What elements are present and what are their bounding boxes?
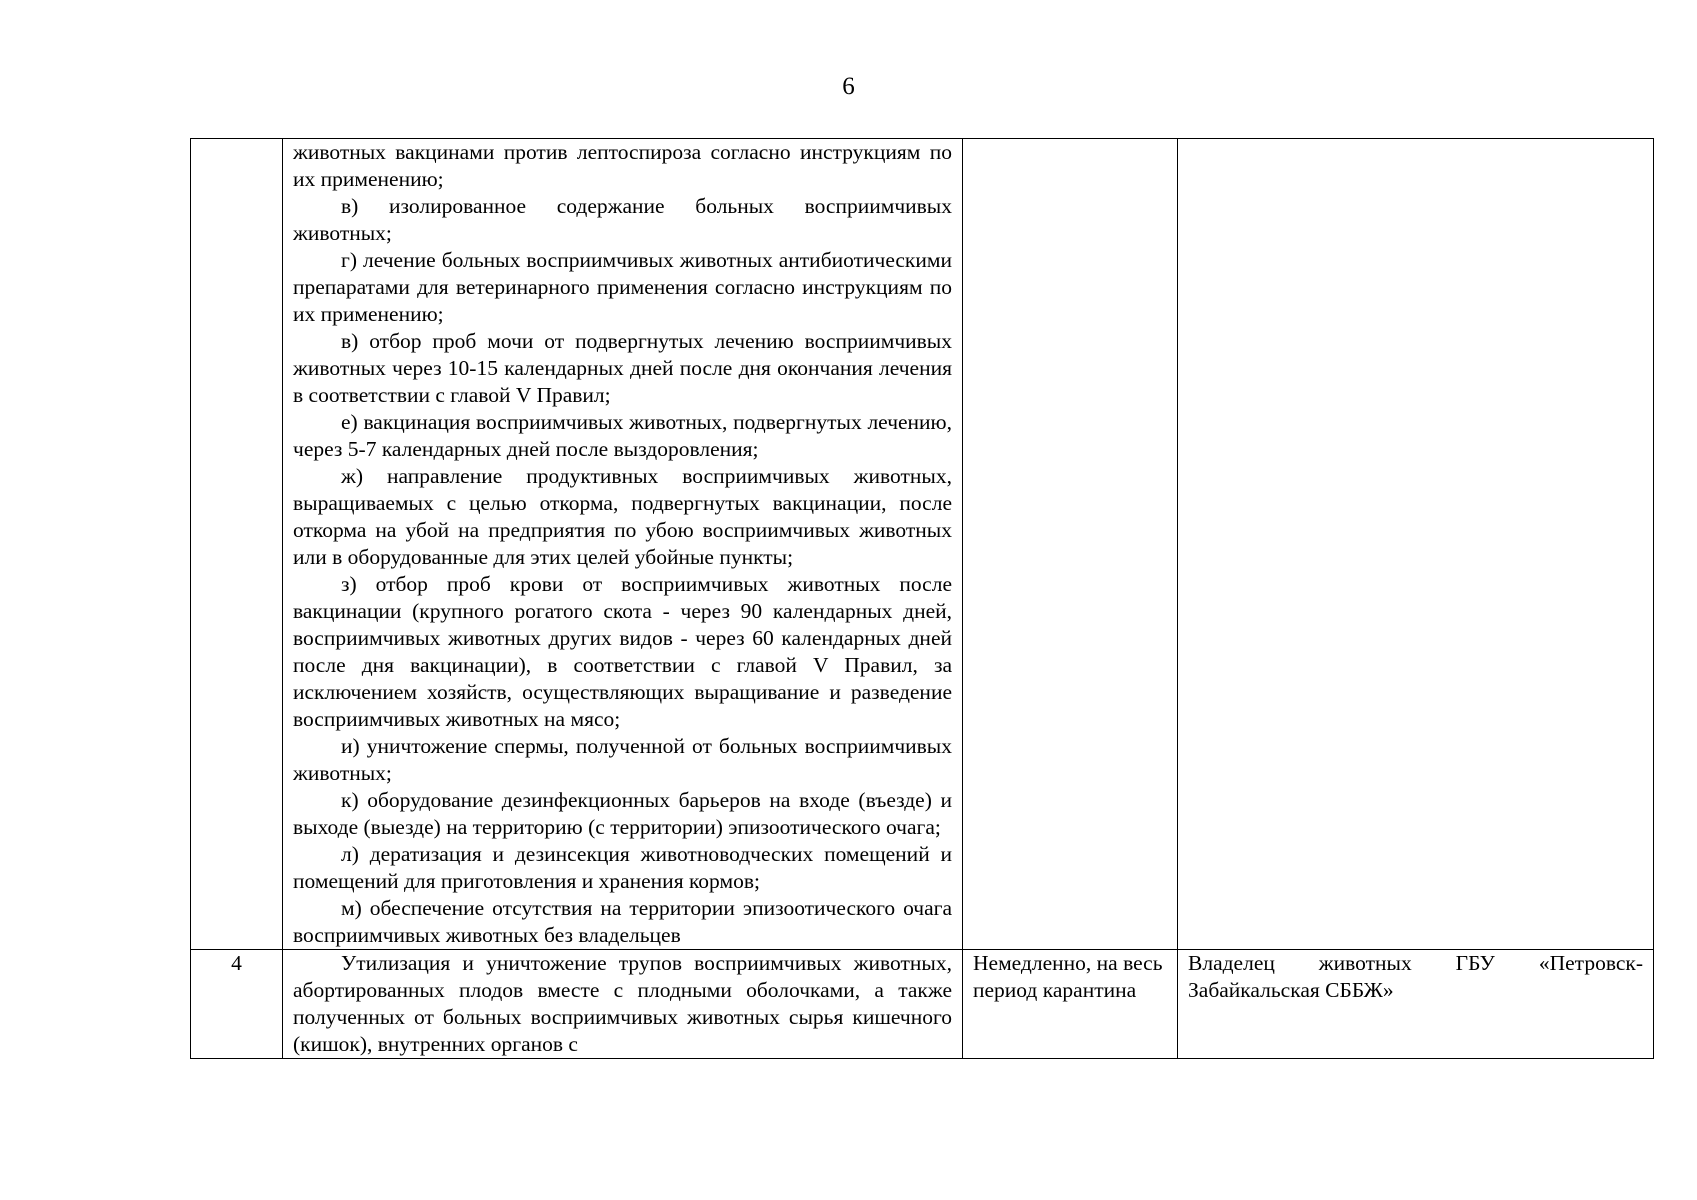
table-row bbox=[191, 139, 1654, 950]
row-number-cell: 4 bbox=[191, 950, 283, 1059]
responsible-cell: Владелец животных ГБУ «Петровск-Забайкальская СББЖ» bbox=[1178, 950, 1654, 1059]
deadline-cell bbox=[963, 139, 1178, 950]
page-number: 6 bbox=[842, 73, 855, 100]
table-row bbox=[191, 950, 1654, 1059]
measure-paragraph: з) отбор проб крови от восприимчивых животных после вакцинации (крупного рогатого скота - через 90 календарных дней, восприимчивых животных других видов - через 60 календарных дней после дня вакцинации), в соответствии с главой V Правил, за исключением хозяйств, осуществляющих выращивание и разведение восприимчивых животных на мясо; bbox=[293, 572, 952, 731]
measure-paragraph: Утилизация и уничтожение трупов восприимчивых животных, абортированных плодов вместе с плодными оболочками, а также полученных от больных восприимчивых животных сырья кишечного (кишок), внутренних органов с bbox=[293, 951, 952, 1056]
measure-paragraph: м) обеспечение отсутствия на территории эпизоотического очага восприимчивых животных без владельцев bbox=[293, 896, 952, 947]
measure-paragraph: ж) направление продуктивных восприимчивых животных, выращиваемых с целью откорма, подвергнутых вакцинации, после откорма на убой на предприятия по убою восприимчивых животных или в оборудованные для этих целей убойные пункты; bbox=[293, 464, 952, 569]
measure-paragraph: к) оборудование дезинфекционных барьеров на входе (въезде) и выходе (выезде) на территорию (с территории) эпизоотического очага; bbox=[293, 788, 952, 839]
measure-paragraph: в) изолированное содержание больных восприимчивых животных; bbox=[293, 194, 952, 245]
measures-cell bbox=[283, 950, 963, 1059]
measures-cell bbox=[283, 139, 963, 950]
measure-paragraph: в) отбор проб мочи от подвергнутых лечению восприимчивых животных через 10-15 календарных дней после дня окончания лечения в соответствии с главой V Правил; bbox=[293, 329, 952, 407]
measure-paragraph: л) дератизация и дезинсекция животноводческих помещений и помещений для приготовления и хранения кормов; bbox=[293, 842, 952, 893]
measure-paragraph: е) вакцинация восприимчивых животных, подвергнутых лечению, через 5-7 календарных дней после выздоровления; bbox=[293, 410, 952, 461]
responsible-cell bbox=[1178, 139, 1654, 950]
measure-paragraph: и) уничтожение спермы, полученной от больных восприимчивых животных; bbox=[293, 734, 952, 785]
measure-paragraph: г) лечение больных восприимчивых животных антибиотическими препаратами для ветеринарного применения согласно инструкциям по их применению; bbox=[293, 248, 952, 326]
deadline-cell: Немедленно, на весь период карантина bbox=[963, 950, 1178, 1059]
measure-paragraph: животных вакцинами против лептоспироза согласно инструкциям по их применению; bbox=[293, 140, 952, 191]
row-number-cell bbox=[191, 139, 283, 950]
measures-table bbox=[190, 138, 1654, 1059]
